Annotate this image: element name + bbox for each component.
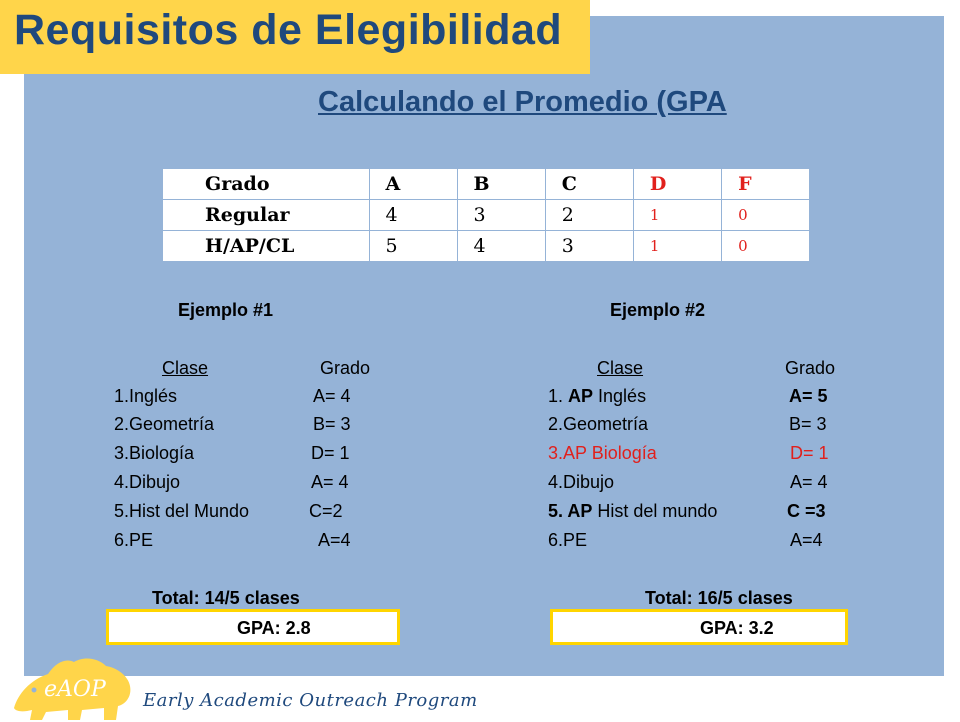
list-item-class: PE [563,530,588,550]
table-cell: 1 [633,231,721,262]
table-cell: 5 [369,231,457,262]
list-item: 3.Biología [114,443,195,463]
list-item-highlighted [548,443,657,464]
grade-header-c: C [545,169,633,200]
example2-column-header [597,358,847,379]
list-item-grade: C =3 [787,501,826,521]
example2-gpa: GPA: 3.2 [700,618,774,638]
example1-col-class: Clase [162,358,209,378]
table-cell: 3 [545,231,633,262]
ap-badge: AP [568,386,594,406]
table-cell: 0 [722,231,810,262]
list-item-grade: A= 5 [789,386,828,406]
grade-header-a: A [369,169,457,200]
example2-col-class: Clase [597,358,644,378]
list-item-class: Inglés [593,386,647,406]
list-item-grade: A=4 [790,530,823,550]
list-item-grade: C=2 [309,501,343,521]
list-item-grade: B= 3 [789,414,827,434]
list-item-class: Biología [586,443,657,463]
list-item-number: 1. [548,386,569,406]
list-item: 6.PE [114,530,154,550]
example1-column-header [162,358,380,379]
subtitle: Calculando el Promedio (GPA [318,86,727,118]
table-cell: 4 [369,200,457,231]
list-item-grade: A= 4 [790,472,828,492]
grade-points-table [162,168,810,262]
example2-total: Total: 16/5 clases [645,588,793,608]
example1-heading: Ejemplo #1 [178,300,274,320]
table-cell: 4 [457,231,545,262]
list-item-number: 2. [548,414,564,434]
list-item-number: 6. [548,530,564,550]
list-item: 5.Hist del Mundo [114,501,250,521]
list-item: 1.Inglés [114,386,178,406]
table-cell: 2 [545,200,633,231]
list-item-grade: A= 4 [313,386,351,406]
grade-header-d: D [633,169,721,200]
list-item-number: 4. [548,472,564,492]
table-header-row [163,169,810,200]
row-label-regular: Regular [163,200,370,231]
list-item [548,530,587,551]
row-label-honors: H/AP/CL [163,231,370,262]
example1-gpa: GPA: 2.8 [237,618,311,638]
page-title: Requisitos de Elegibilidad [14,6,563,54]
list-item-number: 5. [548,501,568,521]
list-item [548,414,648,435]
example2-heading: Ejemplo #2 [610,300,706,320]
table-row [163,231,810,262]
example2-col-grade: Grado [785,358,836,378]
logo-text: eAOP [44,677,106,702]
list-item-grade: A=4 [318,530,351,550]
grade-header-b: B [457,169,545,200]
table-row [163,200,810,231]
list-item-class: Hist del mundo [592,501,718,521]
list-item-grade: D= 1 [790,443,829,463]
table-cell: 1 [633,200,721,231]
list-item-class: Geometría [563,414,649,434]
list-item-grade: A= 4 [311,472,349,492]
list-item [548,386,646,407]
list-item-number: 3. [548,443,564,463]
example1-gpa-box [106,609,400,645]
list-item-class: Dibujo [563,472,615,492]
list-item-grade: B= 3 [313,414,351,434]
list-item [548,501,717,522]
title-banner [0,0,590,74]
example2-gpa-box [550,609,848,645]
grade-header-f: F [722,169,810,200]
table-cell: 3 [457,200,545,231]
example1-col-grade: Grado [320,358,371,378]
ap-badge: AP [563,443,587,463]
list-item: 4.Dibujo [114,472,181,492]
eaop-bear-logo [8,650,136,722]
ap-badge: AP [567,501,593,521]
list-item-grade: D= 1 [311,443,350,463]
table-cell: 0 [722,200,810,231]
footer-program-name: Early Academic Outreach Program [143,690,478,711]
list-item [548,472,614,493]
example1-total: Total: 14/5 clases [152,588,300,608]
table-header-label: Grado [163,169,370,200]
list-item: 2.Geometría [114,414,215,434]
